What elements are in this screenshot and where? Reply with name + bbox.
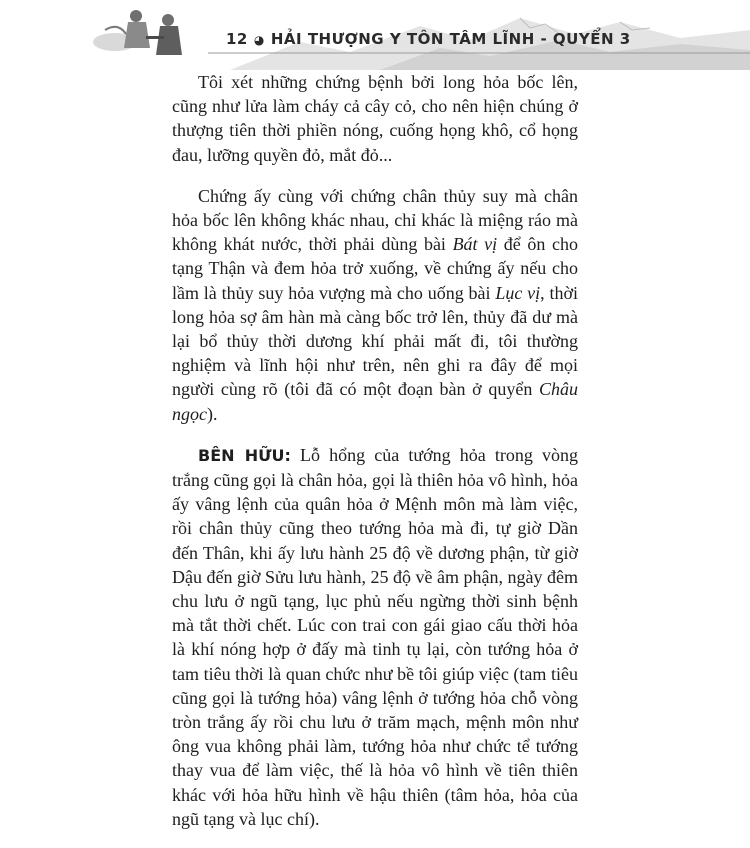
- italic-term: Châu ngọc: [172, 379, 578, 424]
- text-run: , thời long hỏa sợ âm hàn mà càng bốc trở lên, thủy đã dư mà lại bổ thủy thời dương khí phải mất đi, tôi thường nghiệm và lĩnh hội như trên, nên ghi ra đây để mọi người cùng rõ (tôi đã có một đoạn bàn ở quyển: [172, 282, 578, 400]
- section-lead: BÊN HỮU:: [198, 445, 291, 465]
- body-text: [172, 70, 578, 848]
- text-run: để ôn cho tạng Thận và đem hỏa trở xuống, về chứng ấy nếu cho lầm là thủy suy hỏa vượng mà cho uống bài: [172, 234, 578, 303]
- text-run: Lỗ hổng của tướng hỏa trong vòng trắng cũng gọi là chân hỏa, gọi là thiên hỏa vô hình, hỏa ấy vâng lệnh của quân hỏa ở Mệnh môn mà làm việc, rồi chân thủy cũng theo tướng hỏa mà đi, tự giờ Dần đến Thân, khi ấy lưu hành 25 độ về dương phận, từ giờ Dậu đến giờ Sửu lưu hành, 25 độ về âm phận, ngày đêm chu lưu ở ngũ tạng, lục phủ nếu ngừng thời sinh bệnh mà tắt thời chết. Lúc con trai con gái giao cấu thời hỏa là khí nóng hợp ở đấy mà tinh tụ lại, còn tướng hỏa ở tam tiêu thời là quan chức như bề tôi giúp việc (tam tiêu cũng gọi là tướng hỏa) vâng lệnh ở tướng hỏa chỗ vòng tròn trắng ấy rồi chu lưu ở trăm mạch, mệnh môn như ông vua không phải làm, tướng hỏa như chức tể tướng thay vua để làm việc, thế là hỏa vô hình về tiên thiên khác với hỏa hữu hình về hậu thiên (tâm hỏa, hỏa của ngũ tạng và lục chí).: [172, 444, 579, 829]
- paragraph: [172, 184, 578, 426]
- separator-icon: ◕: [253, 33, 265, 47]
- running-header: [226, 30, 631, 48]
- text-run: ).: [207, 403, 218, 424]
- text-run: Tôi xét những chứng bệnh bởi long hỏa bốc lên, cũng như lửa làm cháy cả cây cỏ, cho nên hiện chúng ở thượng tiên thời phiền nóng, cuống họng khô, cổ họng đau, lưỡng quyền đỏ, mắt đỏ...: [172, 72, 578, 165]
- text-run: Chứng ấy cùng với chứng chân thủy suy mà chân hỏa bốc lên không khác nhau, chỉ khác là miệng ráo mà không khát nước, thời phải dùng bài: [172, 185, 578, 255]
- book-title: HẢI THƯỢNG Y TÔN TÂM LĨNH - QUYỂN 3: [270, 30, 631, 48]
- page-number: 12: [226, 30, 248, 48]
- italic-term: Bát vị: [452, 234, 498, 255]
- paragraph: [172, 443, 578, 831]
- figures-illustration: [93, 10, 182, 55]
- page-header: [0, 0, 750, 70]
- italic-term: Lục vị: [495, 282, 541, 303]
- paragraph: [172, 70, 578, 167]
